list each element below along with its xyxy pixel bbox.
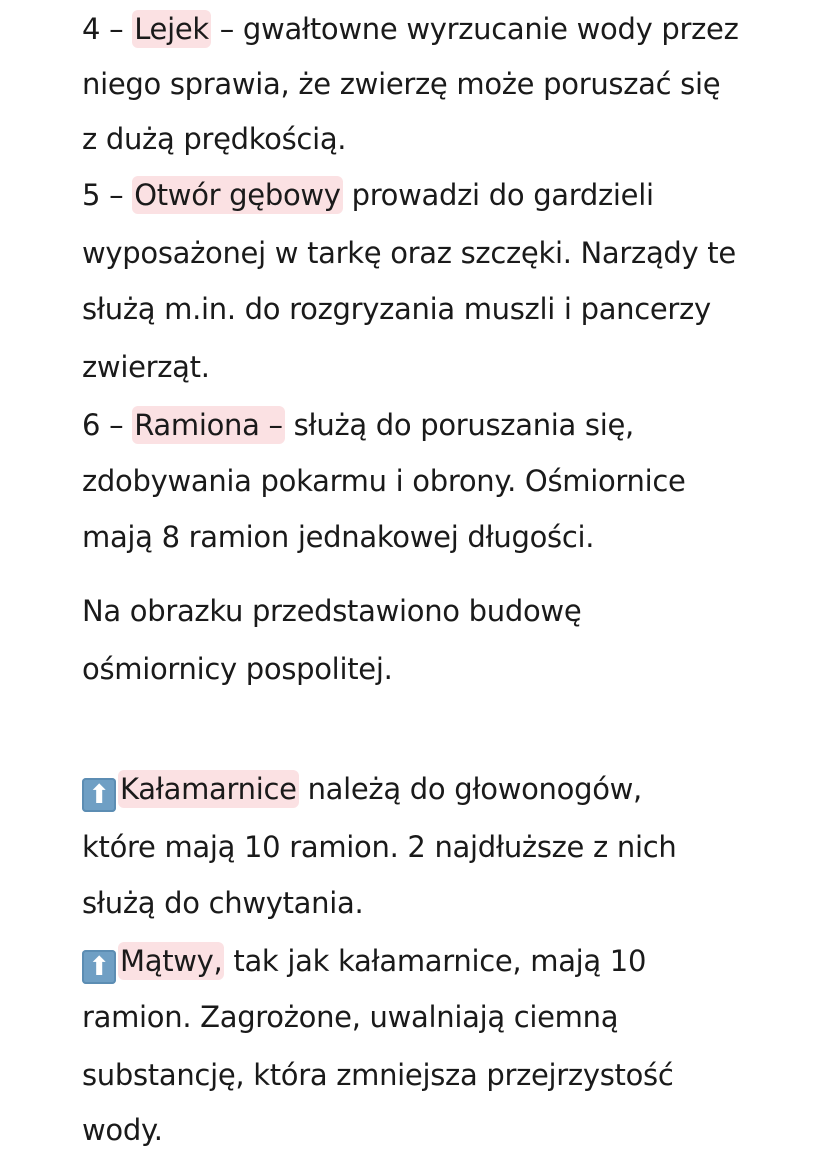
text-line [82,292,711,326]
text-segment: 5 – [82,178,133,212]
text-line [82,886,363,920]
text-segment: zwierząt. [82,350,210,384]
text-line [82,122,346,156]
text-segment: wyposażonej w tarkę oraz szczęki. Narządy te [82,236,736,270]
text-line [82,464,686,498]
text-segment: służą do chwytania. [82,886,364,920]
text-segment: wody. [82,1113,163,1147]
text-line [82,408,634,442]
text-segment: mają 8 ramion jednakowej długości. [82,520,595,554]
text-segment: – gwałtowne wyrzucanie wody przez [210,12,739,46]
text-segment: służą m.in. do rozgryzania muszli i pancerzy [82,292,711,326]
text-line [82,236,736,270]
text-line [82,1113,163,1147]
highlighted-term: Lejek [134,12,209,46]
text-line [82,944,646,984]
text-segment: tak jak kałamarnice, mają 10 [224,944,647,978]
text-line [82,178,654,212]
text-line [82,1058,674,1092]
text-segment: 6 – [82,408,133,442]
text-segment: służą do poruszania się, [284,408,634,442]
text-segment: należą do głowonogów, [298,772,642,806]
text-segment: niego sprawia, że zwierzę może poruszać się [82,67,721,101]
text-line [82,67,720,101]
text-line [82,594,581,628]
up-arrow-icon: ⬆ [82,950,116,984]
text-segment: Na obrazku przedstawiono budowę [82,594,582,628]
highlighted-term: Kałamarnice [120,772,297,806]
text-line [82,652,393,686]
text-line [82,12,739,46]
text-segment: substancję, która zmniejsza przejrzystość [82,1058,674,1092]
highlighted-term: Ramiona – [134,408,283,442]
text-segment: zdobywania pokarmu i obrony. Ośmiornice [82,464,686,498]
text-line [82,350,210,384]
text-line [82,520,594,554]
text-segment: 4 – [82,12,133,46]
text-segment: ramion. Zagrożone, uwalniają ciemną [82,1000,619,1034]
text-segment: które mają 10 ramion. 2 najdłuższe z nich [82,830,677,864]
up-arrow-icon: ⬆ [82,778,116,812]
text-segment: ośmiornicy pospolitej. [82,652,393,686]
text-line [82,1000,618,1034]
text-line [82,772,642,812]
text-line [82,830,676,864]
text-segment: prowadzi do gardzieli [342,178,654,212]
highlighted-term: Mątwy, [120,944,223,978]
text-segment: z dużą prędkością. [82,122,347,156]
highlighted-term: Otwór gębowy [134,178,341,212]
